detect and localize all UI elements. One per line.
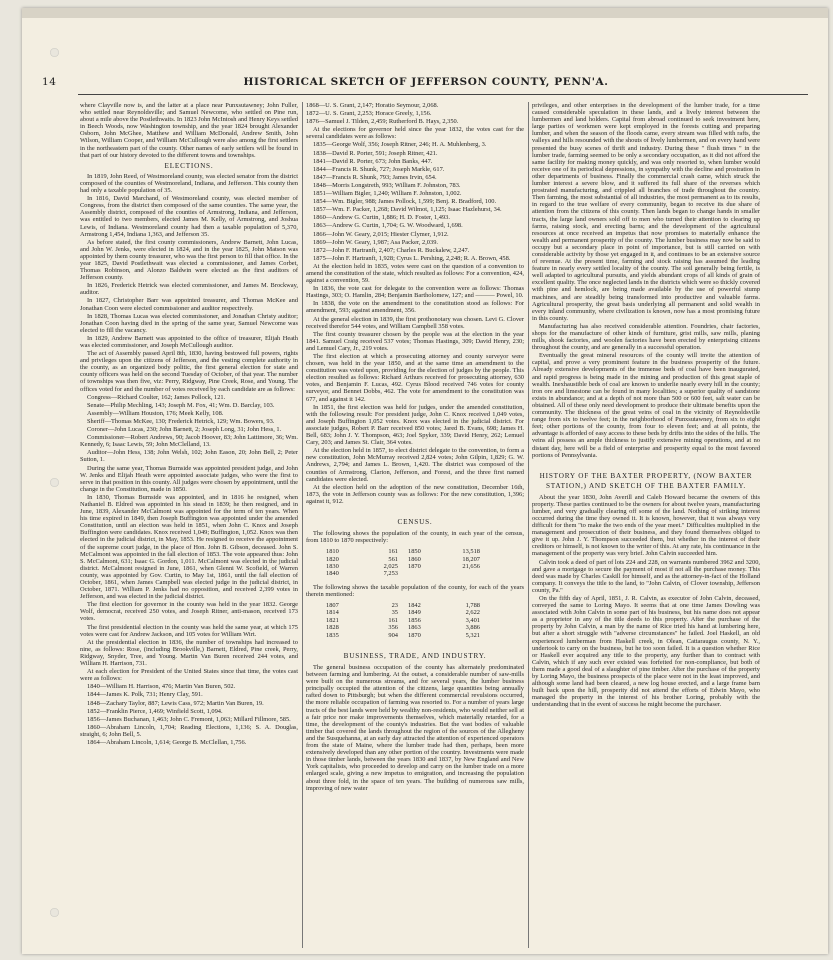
- paragraph: 1847—Francis R. Shunk, 793; James Irvin, 654.: [313, 173, 437, 181]
- paragraph: In 1828, Thomas Lucas was elected commissioner, and Jonathan Christy auditor; Jonathan Coon having died in the spring of the same year, Samuel Newcome was elected to fill the vacancy.: [80, 312, 298, 334]
- census-year: 1814: [326, 609, 339, 617]
- paragraph: 1840—William H. Harrison, 476; Martin Van Buren, 502.: [87, 683, 236, 691]
- paragraph: 1835—George Wolf, 356; Joseph Ritner, 246; H. A. Muhlenberg, 3.: [313, 141, 487, 149]
- paragraph: About the year 1830, John Averill and Caleb Howard became the owners of this property. These parties continued to be the owners for about twelve years, manufacturing lumber, and very gradually clearing off some of the land. Nothing of striking interest occurred during the time they owned it. It is known, however, that it was always very difficult for them "to make the two ends of the year meet." Difficulties multiplied in the management and prosecution of their business, and they found themselves obliged to give it up. John J. Y. Thompson succeeded them, but whether in the interest of their creditors or himself, is not known to the writer of this. At any rate, his continuance in the management of the property was very brief. John Calvin succeeded him.: [532, 493, 760, 558]
- table-row: [324, 609, 488, 616]
- census-value: 21,656: [462, 562, 480, 570]
- paragraph: 1848—Zachary Taylor, 887; Lewis Cass, 972; Martin Van Buren, 19.: [87, 699, 264, 707]
- column-3: [532, 102, 760, 948]
- running-title: HISTORICAL SKETCH OF JEFFERSON COUNTY, PENN'A.: [243, 76, 609, 88]
- census-year: 1856: [408, 616, 421, 624]
- paragraph: At the election held on the adoption of the new constitution, December 16th, 1873, the vote in Jefferson county was as follows: For the new constitution, 1,396; against it, 912.: [306, 483, 524, 505]
- census-value: 35: [391, 609, 398, 617]
- census-value: 161: [388, 548, 398, 556]
- census-value: 561: [388, 555, 398, 563]
- census-year: 1863: [408, 624, 421, 632]
- paragraph: 1866—John W. Geary, 2,015; Hiester Clymer, 1,912.: [313, 230, 449, 238]
- paragraph: 1844—James K. Polk, 731; Henry Clay, 591.: [87, 691, 203, 699]
- paragraph: In 1816, David Marchand, of Westmoreland county, was elected member of Congress, from the district then composed of the same counties. The same year, the Assembly district, composed of the counties of Armstrong, Indiana, and Jefferson, was entitled to two members, elected James M. Kelly, of Armstrong, and Joshua Lewis, of Indiana. Westmoreland county had then a taxable population of 5,370, Armstrong 1,454, Indiana 1,363, and Jefferson 35.: [80, 195, 298, 238]
- column-divider: [302, 102, 303, 948]
- paragraph: In 1819, John Reed, of Westmoreland county, was elected senator from the district composed of the counties of Westmoreland, Indiana, and Jefferson. This county then had only a taxable population of 35.: [80, 172, 298, 195]
- census-year: 1828: [326, 624, 339, 632]
- paragraph: In 1836, the vote cast for delegate to the convention were as follows: Thomas Hastings, 303; O. Hamlin, 284; Benjamin Bartholomew, 127; and ——— Powel, 10.: [306, 285, 524, 300]
- census-value: 23: [391, 601, 398, 609]
- column-divider: [528, 102, 529, 948]
- table-row: [324, 570, 488, 577]
- paragraph: In 1838, the vote on the amendment to the constitution stood as follows: For amendment, 593; against amendment, 356.: [306, 300, 524, 315]
- paragraph: As before stated, the first county commissioners, Andrew Barnett, John Lucas, and John W. Jenks, were elected in 1824, and in the year 1825, John Matson was appointed by them county treasurer, who was the first person to fill that office. In the year 1825, David Postlethwait was elected a commissioner, and James Corbet, Thomas Robinson, and Alonzo Baldwin were elected as the first auditors of Jefferson county.: [80, 238, 298, 282]
- paragraph: 1868—U. S. Grant, 2,147; Horatio Seymour, 2,068.: [306, 102, 439, 109]
- paragraph: During the same year, Thomas Burnside was appointed president judge, and John W. Jenks and Elijah Heath were appointed associate judges, who were the first to serve in that position in this county. All judges were chosen by appointment, until the change in the Constitution, made in 1850.: [80, 464, 298, 493]
- paragraph: 1869—John W. Geary, 1,987; Asa Packer, 2,039.: [313, 238, 438, 246]
- paragraph: Assembly—William Houston, 176; Meek Kelly, 108.: [87, 409, 224, 417]
- paragraph: Manufacturing has also received considerable attention. Foundries, chair factories, shops for the manufacture of other kinds of furniture, grist mills, saw mills, planing mills, shook factories, and woolen factories have been erected by enterprising citizens throughout the county, and are generally in a successful operation.: [532, 322, 760, 352]
- census-year: 1870: [408, 562, 421, 570]
- paragraph: 1852—Franklin Pierce, 1,469; Winfield Scott, 1,094.: [87, 707, 223, 715]
- page-top-edge: [22, 8, 828, 18]
- paragraph: 1841—David R. Porter, 673; John Banks, 447.: [313, 157, 433, 165]
- paragraph: 1848—Morris Longstreth, 993; William F. Johnston, 783.: [313, 181, 461, 189]
- table-row: [324, 632, 488, 639]
- census-year: [406, 570, 434, 577]
- census-year: 1830: [326, 562, 339, 570]
- census-value: 2,025: [383, 562, 398, 570]
- census-year: 1842: [408, 601, 421, 609]
- paragraph: At the election held in 1835, votes were cast on the question of a convention to amend the constitution of the state, which resulted as follows: For a convention, 424, against a convention, 59.: [306, 262, 524, 285]
- paragraph: At the general election in 1839, the first prothonotary was chosen. Levi G. Clover received therefor 544 votes, and William Campbell 358 votes.: [306, 315, 524, 330]
- paragraph: In 1851, the first election was held for judges, under the amended constitution, with the following result: For president judge, John C. Knox received 1,049 votes, and Joseph Buffington 1,052 votes. Knox was elected in the judicial district. For associate judges, Robert P. Barr received 850 votes; Jared B. Evans, 698; James H. Bell, 683; John J. Y. Thompson, 463; Joel Spyker, 339; David Henry, 262; Lemuel Cary, 203; and James St. Clair, 364 votes.: [306, 403, 524, 447]
- paragraph: 1857—Wm. F. Packer, 1,268; David Wilmot, 1,125; Isaac Hazlehurst, 34.: [313, 206, 502, 214]
- section-heading-elections: ELECTIONS.: [164, 161, 214, 170]
- census-value: 3,886: [465, 624, 480, 632]
- paragraph: Coroner—John Lucas, 230; John Barnett, 2; Joseph Long, 31; John Hess, 1.: [87, 426, 282, 434]
- paragraph: 1856—James Buchanan, 1,463; John C. Fremont, 1,063; Millard Fillmore, 585.: [87, 715, 291, 723]
- paragraph: 1854—Wm. Bigler, 988; James Pollock, 1,599; Benj. R. Bradford, 100.: [313, 198, 497, 206]
- census-year: 1821: [326, 616, 339, 624]
- paragraph: privileges, and other enterprises in the development of the lumber trade, for a time caused considerable speculation in these lands, and a lively interest between the lumbermen and land holders. Capital from abroad continued to seek investment here, large parties of workmen were kept employed in the forests cutting and preparing lumber, and when the season of the floods came, every stream was filled with rafts, the valleys and hills resounded with the shouts of lively lumbermen, and on every hand were presented the busy scenes of thrift and industry. During these " flush times " in the lumber trade, farming seemed to be only a secondary occupation, as it did not afford the same facility for making money quickly, and was only resorted to, when lumber would receive one of its periodical depressions, in sympathy with the decline and prostration in other departments of business. Finally the commercial crash came, which struck the lumber interest a severe blow, and it suffered its full share of the reverses which prostrated manufacturing, and crippled all branches of trade throughout the country. Then farming, the most substantial of all industries, the most permanent as to its results, in regard to the true welfare of every community, began to receive its due share of attention from the citizens of this county. Then lands began to change hands in smaller tracts, the large land owners sold off to men who turned their attention to clearing up farms, raising stock, and erecting barns; and the development of the agricultural resources at once received an impetus that now promises to materially enhance the wealth and permanent prosperity of the county. The lumber business may now be said to occupy but a secondary place in point of importance, but is still carried on with considerable activity by those yet engaged in it, and continues to be an extensive source of revenue. At the present time, farming and stock raising has assumed the leading feature in nearly every settled locality of the county. The soil generally being fertile, is well adapted to agricultural pursuits, and yields abundant crops of all kinds of grain of excellent quality. The once neglected lands in the districts which were so thickly covered with pine and hemlock, are being made available by the use of powerful stump machines, and are steadily being transformed into productive and valuable farms. Agricultural prosperity, the great basis underlying all permanent and solid wealth in every inland community, where civilization is known, now has a most promising future in this county.: [532, 102, 760, 322]
- paragraph: 1851—William Bigler, 1,240; William F. Johnston, 1,002.: [313, 190, 462, 198]
- binding-hole: [50, 908, 59, 917]
- paragraph: 1860—Andrew G. Curtin, 1,886; H. D. Foster, 1,493.: [313, 214, 450, 222]
- paragraph: On the fifth day of April, 1851, J. R. Calvin, as executor of John Calvin, deceased, conveyed the same to Loring Mayo. It seems that at one time James Dowling was associated with John Calvin in some part of his business, but his name does not appear as a proprietor in any of the title deeds to this property. After the purchase of the property by John Calvin, a man by the name of Rice tried his hand at lumbering here, but after a short struggle with "adverse circumstances" he failed. Joel Haskell, an old experienced lumberman from Haskell creek, in Olean, Cattaraugus county, N. Y., undertook to carry on the business, but he too soon failed. It is a question whether Rice or Haskell ever acquired any title to the property, any further than to contract with Calvin, which if any such ever existed was forfeited for non-compliance, but both of them made a good deal of a slaughter of pine timber. After the purchase of the property by Loring Mayo, the business prospects of the place were not in the least improved, and although some land had been cleared, a new log house erected, and a large frame barn built back upon the hill, prosperity did not attend the efforts of Edwin Mayo, who managed the property in the interest of his brother Loring, probably with the understanding that in the event of success he might become the purchaser.: [532, 595, 760, 709]
- column-2: [306, 102, 524, 948]
- running-header: [36, 76, 806, 90]
- paragraph: In 1829, Andrew Barnett was appointed to the office of treasurer, Elijah Heath was elected commissioner, and Joseph McCullough auditor.: [80, 334, 298, 349]
- paragraph: At the presidential election in 1836, the number of townships had increased to nine, as follows: Rose, (including Brookville,) Barnett, Eldred, Pine creek, Perry, Ridgway, Snyder, Tree, and Young. Martin Van Buren received 244 votes, and William H. Harrison, 731.: [80, 638, 298, 668]
- census-value: 161: [388, 616, 398, 624]
- table-row: [324, 556, 488, 563]
- paragraph: Eventually the great mineral resources of the county will invite the attention of capital, and prove a very prominent feature in the business prosperity of the future. Already extensive developments of the immense beds of coal have been inaugurated, and rapid progress is being made in the mining and production of this great staple of wealth. Inexhaustible beds of coal are known to underlie nearly every hill in the county; iron ore and limestone can be found in many localities; a superior quality of sandstone exists in abundance; and at a depth of not more than 500 or 600 feet, salt water can be obtained. All of these only need development to produce their ultimate benefits upon the community. The thickness of the great veins of coal in the vicinity of Reynoldsville range from six to twelve feet; in the neighborhood of Punxsutawney, from six to eight feet; other portions of the county, from four to eleven feet; and at all points, the advantage is afforded of easy access to these beds by drifts into the sides of the hills. The veins all possess an ample thickness to justify extensive mining operations, and at no distant day, here will be a field of enterprise and prosperity equal to the most favored portions of Pennsylvania.: [532, 352, 760, 459]
- census-year: 1850: [408, 548, 421, 556]
- census-value: 1,788: [465, 601, 480, 609]
- paragraph: 1844—Francis R. Shunk, 727; Joseph Markle, 617.: [313, 165, 445, 173]
- section-heading-business: BUSINESS, TRADE, AND INDUSTRY.: [343, 652, 487, 660]
- population-table-body: [324, 548, 488, 578]
- paragraph: At each election for President of the United States since that time, the votes cast were as follows:: [80, 668, 298, 683]
- taxable-population-table: [324, 602, 488, 639]
- census-year: 1835: [326, 631, 339, 639]
- document-page: [22, 8, 828, 954]
- paragraph: The act of Assembly passed April 8th, 1830, having bestowed full powers, rights and privileges upon the citizens of Jefferson, and the vesting complete authority in the county, as an organized body politic, the first general election for state and county officers was held on the second Tuesday of October, of that year. The number of townships was then five, viz: Perry, Ridgway, Pine Creek, Rose, and Young. The offices voted for and the number of votes received by each candidate are as follows:: [80, 350, 298, 393]
- paragraph: 1863—Andrew G. Curtin, 1,704; G. W. Woodward, 1,698.: [313, 222, 463, 230]
- census-value: 2,622: [465, 609, 480, 617]
- census-value: 356: [388, 624, 398, 632]
- paragraph: 1875—John F. Hartranft, 1,928; Cyrus L. Pershing, 2,248; R. A. Brown, 458.: [313, 254, 511, 262]
- taxable-table-body: [324, 602, 488, 639]
- census-value: 18,207: [462, 555, 480, 563]
- paragraph: 1872—U. S. Grant, 2,253; Horace Greely, 1,156.: [306, 110, 432, 118]
- paragraph: 1872—John F. Hartranft, 2,407; Charles R. Buckalew, 2,247.: [313, 246, 470, 254]
- paragraph: Commissioner—Robert Andrews, 90; Jacob Hoover, 83; John Lattimore, 36; Wm. Kennedy, 6; Isaac Lewis, 59; John McClelland, 13.: [80, 434, 298, 449]
- census-value: [434, 570, 488, 577]
- table-row: [324, 563, 488, 570]
- census-year: 1807: [326, 601, 339, 609]
- census-year: 1810: [326, 548, 339, 556]
- paragraph: In 1827, Christopher Barr was appointed treasurer, and Thomas McKee and Jonathan Coon were elected commissioner and auditor respectively.: [80, 297, 298, 312]
- paragraph: where Clayville now is, and the latter at a place near Punxsutawney; John Fuller, who settled near Reynoldsville; and Samuel Newcome, who settled on Pine run, about a mile above the Postlethwaits. In 1823 John McIntosh and Henry Keys settled in Beech Woods, now Washington township, and the year 1824 brought Alexander Osborn, John McGhee, Matthew and William McDonald, Andrew Smith, John Wilson, William Cooper, and William McCullough were also among the first settlers in the northeastern part of the county. Other names of early settlers will be found in that part of our history devoted to the different towns and townships.: [80, 102, 298, 159]
- header-rule: [78, 94, 808, 95]
- section-heading-baxter: HISTORY OF THE BAXTER PROPERTY, (NOW BAXTER STATION,) AND SKETCH OF THE BAXTER FAMILY.: [539, 471, 753, 490]
- paragraph: The first presidential election in the county was held the same year, at which 175 votes were cast for Andrew Jackson, and 105 votes for William Wirt.: [80, 623, 298, 638]
- census-year: 1860: [408, 555, 421, 563]
- table-row: [324, 617, 488, 624]
- paragraph: At the election held in 1857, to elect district delegate to the convention, to form a new constitution, John McMurray received 2,824 votes; John Gilpin, 1,829; G. W. Andrews, 2,794; and James L. Brown, 1,420. The district was composed of the counties of Armstrong, Clarion, Jefferson, and Forest, and the three first named candidates were elected.: [306, 447, 524, 483]
- table-row: [324, 548, 488, 555]
- paragraph: Sheriff—Thomas McKee, 130; Frederick Hetrick, 129; Wm. Bowers, 93.: [87, 417, 275, 425]
- paragraph: At the elections for governor held since the year 1832, the votes cast for the several candidates were as follows:: [306, 126, 524, 141]
- census-year: 1840: [326, 570, 339, 578]
- census-value: 7,253: [383, 570, 398, 578]
- paragraph: 1864—Abraham Lincoln, 1,614; George B. McClellan, 1,756.: [87, 738, 247, 746]
- paragraph: 1860—Abraham Lincoln, 1,704; Reading Elections, 1,136; S. A. Douglas, straight, 6; John Bell, 5.: [80, 723, 298, 738]
- paragraph: Senate—Philip Mechling, 143; Joseph M. Fox, 41; Wm. D. Barclay, 103.: [87, 401, 275, 409]
- paragraph: The first election for governor in the county was held in the year 1832. George Wolf, democrat, received 250 votes, and Joseph Ritner, anti-mason, received 173 votes.: [80, 601, 298, 623]
- binding-hole: [50, 48, 59, 57]
- population-table: [324, 548, 488, 578]
- census-value: 904: [388, 631, 398, 639]
- table-row: [324, 602, 488, 609]
- census-value: 13,518: [462, 548, 480, 556]
- paragraph: The first county treasurer chosen by the people was at the election in the year 1841. Samuel Craig received 537 votes; Thomas Hastings, 309; David Henry, 230; and Lemuel Cary, Jr., 219 votes.: [306, 330, 524, 352]
- paragraph: In 1826, Frederick Hetrick was elected commissioner, and James M. Brockway, auditor.: [80, 282, 298, 297]
- census-year: 1870: [408, 631, 421, 639]
- census-year: 1820: [326, 555, 339, 563]
- paragraph: 1838—David R. Porter, 591; Joseph Ritner, 421.: [313, 149, 438, 157]
- paragraph: Auditor—John Hess, 138; John Welsh, 102; John Eason, 20; John Bell, 2; Peter Sutton, 1.: [80, 449, 298, 464]
- binding-hole: [50, 478, 59, 487]
- paragraph: The general business occupation of the county has alternately predominated between farming and lumbering. At the outset, a considerable number of saw-mills were built on the numerous streams, and for several years, the lumber business principally occupied the attention of the citizens, large quantities being annually rafted down to Pittsburgh; but when the different commercial revulsions occurred, the more reliable occupation of farming was resorted to. For a number of years large tracts of the best lands were held by wealthy non-residents, who would neither sell at a fair price nor make improvements themselves, which materially retarded, for a time, the development of the county's industries. But the vast bodies of valuable timber that covered the lands throughout the region of the sources of the Allegheny and the Susquehanna, at an early day attracted the attention of experienced operators from the state of Maine, where the lumber trade had then, perhaps, been more extensively developed than any other portion of the country. Investments were made in those timber lands, between the years 1830 and 1837, by New England and New York capitalists, who proceeded to develop and carry on the lumber trade on a more enlarged scale, giving a new impetus to emigration, and increasing the population about three fold, in the space of ten years. The building of numerous saw mills, improving of new water: [306, 664, 524, 792]
- paragraph: The first election at which a prosecuting attorney and county surveyor were chosen, was held in the year 1850, and at the same time an amendment to the constitution was voted upon, providing for the election of judges by the people. This election resulted as follows: Richard Arthurs received for prosecuting attorney, 630 votes, and Benjamin F. Lucas, 492. Cyrus Blood received 746 votes for county surveyor, and Bennet Dobbs, 462. The vote for amendment to the constitution was 677, and against it 142.: [306, 353, 524, 403]
- census-year: 1849: [408, 609, 421, 617]
- paragraph: Calvin took a deed of part of lots 224 and 228, on warrants numbered 3962 and 3200, and gave a mortgage to secure the payment of most if not all the purchase money. This deed was made by Charles Caskill for himself, and as the attorney-in-fact of the Holland company. It conveys the title to the land, to "John Calvin, of Clover township, Jefferson county, Pa.": [532, 558, 760, 594]
- column-1: [80, 102, 298, 948]
- census-value: 5,321: [465, 631, 480, 639]
- paragraph: The following shows the population of the county, in each year of the census, from 1810 to 1870 respectively:: [306, 529, 524, 545]
- section-heading-census: CENSUS.: [397, 517, 433, 526]
- paragraph: In 1830, Thomas Burnside was appointed, and in 1816 he resigned, when Nathaniel B. Eldred was appointed in his stead in 1839; he then resigned, and in June, 1839, Alexander McCalmont was appointed for the term of ten years. When his time expired in 1849, then Joseph Buffington was appointed under the amended Constitution, until an election was held in 1851, when John C. Knox and Joseph Buffington were candidates. Knox received 1,049; Buffington, 1,052. Knox was then elected in the judicial district, in May, 1853. He resigned to receive the appointment of the supreme court judge, in the place of Hon. John B. Gibson, deceased. John S. McCalmont was appointed in the fall election of 1853. The vote appeared thus: John S. McCalmont, 631; Isaac G. Gordon, 1,011. McCalmont was elected in the judicial district. McCalmont resigned in June, 1861, when Glenni W. Scofield, of Warren county, was appointed by Gov. Curtin, to May 1st, 1861, until the fall election of October, 1861, when James Campbell was elected judge in the judicial district, in October, 1871. William P. Jenks had no opposition, and received 2,399 votes in Jefferson, and was elected in the judicial district.: [80, 493, 298, 601]
- table-row: [324, 624, 488, 631]
- paragraph: 1876—Samuel J. Tilden, 2,459; Rutherford B. Hays, 2,350.: [306, 118, 459, 126]
- paragraph: The following shows the taxable population of the county, for each of the years therein mentioned:: [306, 583, 524, 598]
- census-value: 3,401: [465, 616, 480, 624]
- page-number: 14: [42, 76, 57, 88]
- paragraph: Congress—Richard Coulter, 162; James Pollock, 121.: [87, 393, 226, 401]
